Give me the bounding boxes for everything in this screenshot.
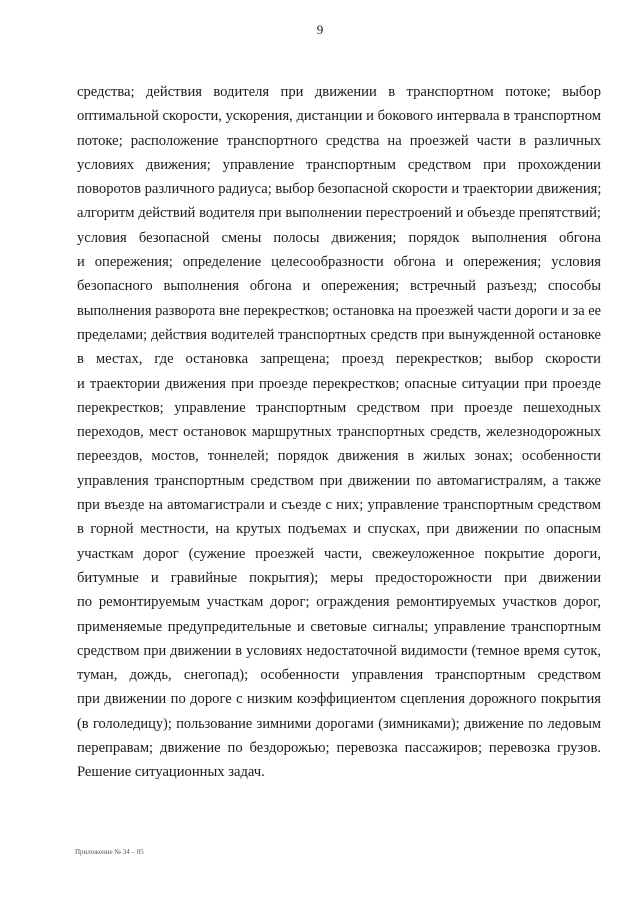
text-line: управления транспортным средством при движении по автомагистралям, а также (77, 472, 601, 489)
text-line: потоке; расположение транспортного средства на проезжей части в различных (77, 132, 601, 149)
text-line: при движении по дороге с низким коэффициентом сцепления дорожного покрытия (77, 691, 601, 708)
text-line: пределами; действия водителей транспортных средств при вынужденной остановке (77, 326, 601, 343)
text-line: в горной местности, на крутых подъемах и спусках, при движении по опасным (77, 521, 601, 538)
page-footer: Приложение № 34 – 05 (75, 848, 144, 856)
text-line: условия безопасной смены полосы движения; порядок выполнения обгона (77, 229, 601, 246)
text-line: по ремонтируемым участкам дорог; ограждения ремонтируемых участков дорог, (77, 594, 601, 611)
text-line: алгоритм действий водителя при выполнении перестроений и объезде препятствий; (77, 205, 601, 222)
text-line: участкам дорог (сужение проезжей части, свежеуложенное покрытие дороги, (77, 545, 601, 562)
text-line: безопасного выполнения обгона и опережения; встречный разъезд; способы (77, 278, 601, 295)
text-line: средства; действия водителя при движении в транспортном потоке; выбор (77, 84, 601, 100)
text-line: выполнения разворота вне перекрестков; остановка на проезжей части дороги и за ее (77, 302, 601, 319)
text-line: переправам; движение по бездорожью; перевозка пассажиров; перевозка грузов. (77, 740, 601, 757)
text-line: в местах, где остановка запрещена; проезд перекрестков; выбор скорости (77, 351, 601, 368)
text-line: туман, дождь, снегопад); особенности управления транспортным средством (77, 667, 601, 684)
body-text (77, 80, 601, 785)
text-line: битумные и гравийные покрытия); меры предосторожности при движении (77, 569, 601, 586)
text-line: поворотов различного радиуса; выбор безопасной скорости и траектории движения; (77, 181, 601, 198)
text-line: (в гололедицу); пользование зимними дорогами (зимниками); движение по ледовым (77, 715, 601, 732)
text-line: переездов, мостов, тоннелей; порядок движения в жилых зонах; особенности (77, 448, 601, 465)
text-line: перекрестков; управление транспортным средством при проезде пешеходных (77, 399, 601, 416)
text-line: условиях движения; управление транспортным средством при прохождении (77, 156, 601, 173)
text-line: применяемые предупредительные и световые сигналы; управление транспортным (77, 618, 601, 635)
text-line: средством при движении в условиях недостаточной видимости (темное время суток, (77, 642, 601, 659)
text-line: Решение ситуационных задач. (77, 764, 265, 781)
text-line: оптимальной скорости, ускорения, дистанции и бокового интервала в транспортном (77, 108, 601, 125)
text-line: и траектории движения при проезде перекрестков; опасные ситуации при проезде (77, 375, 601, 392)
text-line: и опережения; определение целесообразности обгона и опережения; условия (77, 254, 601, 271)
page-number: 9 (316, 22, 324, 37)
text-line: при въезде на автомагистрали и съезде с них; управление транспортным средством (77, 497, 601, 514)
text-line: переходов, мест остановок маршрутных транспортных средств, железнодорожных (77, 424, 601, 441)
